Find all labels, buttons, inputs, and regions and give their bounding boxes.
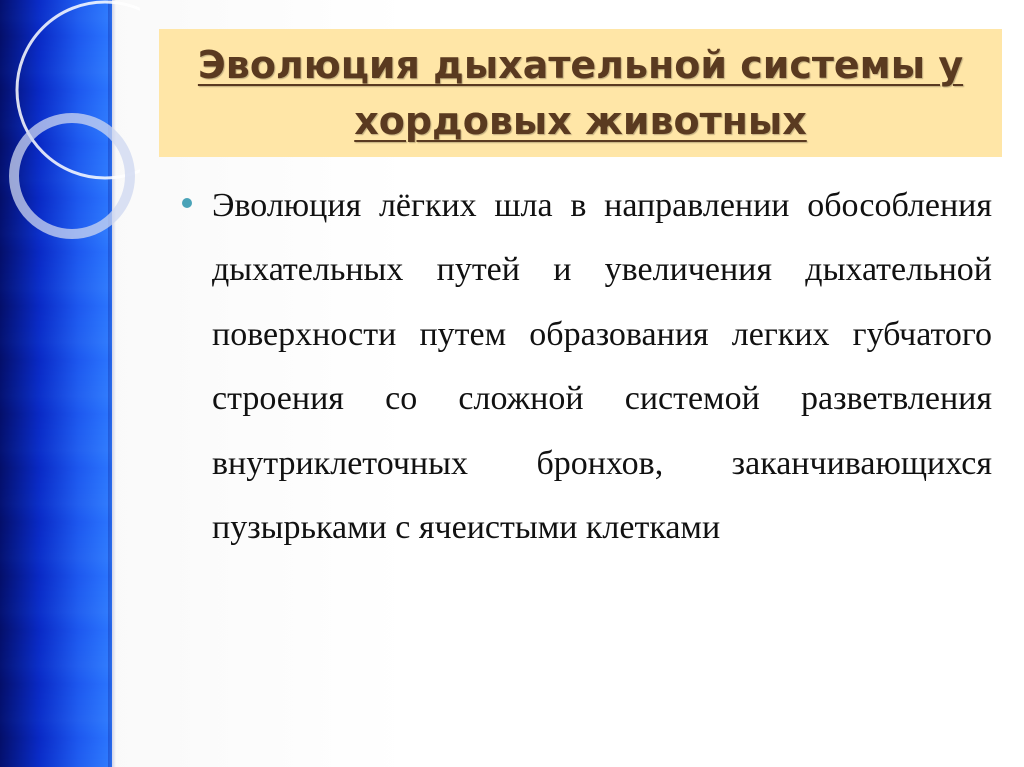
slide-content [180, 174, 992, 560]
thick-ring-icon [14, 118, 130, 234]
slide-title: Эволюция дыхательной системы у хордовых животных [197, 43, 964, 143]
bullet-dot-icon [182, 198, 192, 208]
decorative-rings [0, 0, 140, 260]
title-box [159, 29, 1002, 157]
bullet-item [180, 174, 992, 560]
bullet-text: Эволюция лёгких шла в направлении обособления дыхательных путей и увеличения дыхательной поверхности путем образования легких губчатого строения со сложной системой разветвления внутриклеточных бронхов, заканчивающихся пузырьками с ячеистыми клетками [212, 187, 992, 547]
